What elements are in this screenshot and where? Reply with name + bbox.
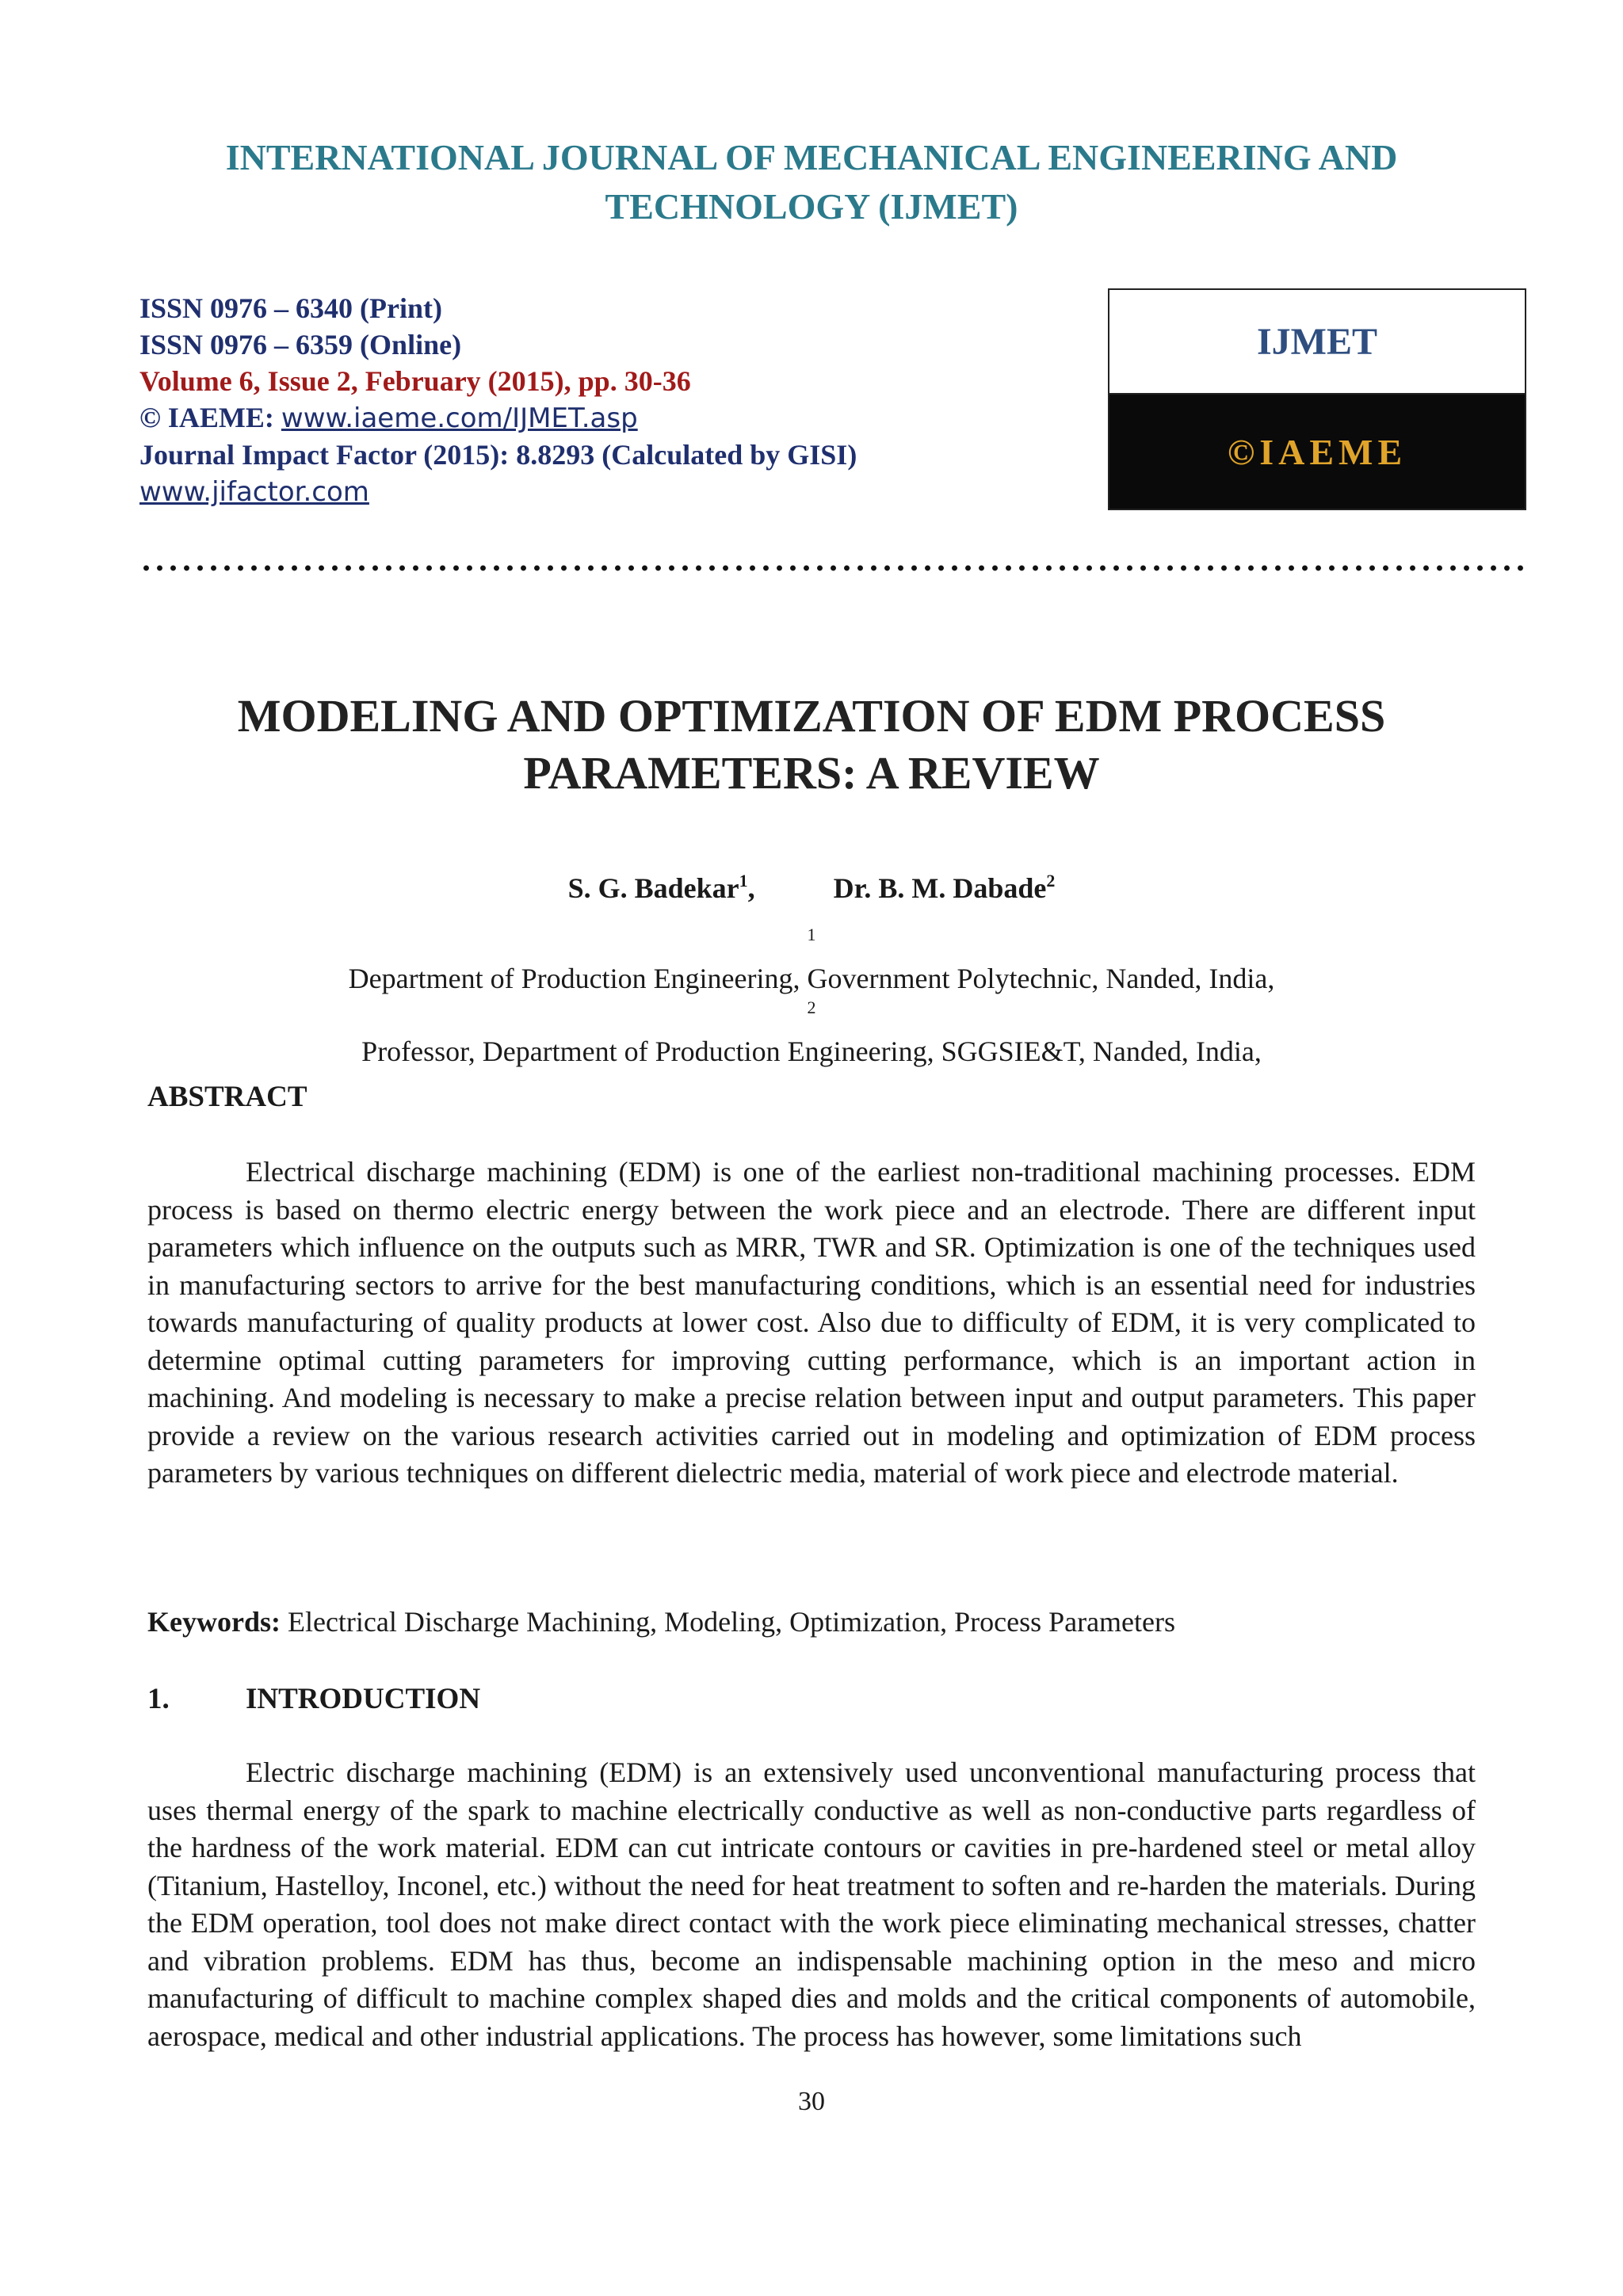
author-1 — [568, 872, 755, 904]
affiliation-1-sup: 1 — [807, 925, 816, 944]
author-2 — [834, 872, 1056, 904]
issn-online: ISSN 0976 – 6359 (Online) — [139, 329, 462, 360]
abstract-text: Electrical discharge machining (EDM) is one of the earliest non-traditional machining processes. EDM process is based on thermo electric energy between the work piece and an electrode. There are different input parameters which influence on the outputs such as MRR, TWR and SR. Optimization is one of the techniques used in manufacturing sectors to arrive for the best manufacturing conditions, which is an essential need for industries towards manufacturing of quality products at lower cost. Also due to difficulty of EDM, it is very complicated to determine optimal cutting parameters for improving cutting performance, which is an important action in machining. And modeling is necessary to make a precise relation between input and output parameters. This paper provide a review on the various research activities carried out in modeling and optimization of EDM process parameters by various techniques on different dielectric media, material of work piece and electrode material. — [147, 1156, 1476, 1489]
iaeme-line — [139, 399, 1090, 437]
affiliation-2-sup: 2 — [807, 997, 816, 1017]
author-1-sup: 1 — [739, 871, 748, 891]
affiliation-1-text: Department of Production Engineering, Government Polytechnic, Nanded, India, — [348, 963, 1275, 994]
page-number: 30 — [798, 2087, 825, 2116]
introduction-body — [147, 1754, 1476, 2055]
issn-block — [139, 290, 1090, 510]
impact-factor-close: ) — [847, 439, 857, 471]
logo-ijmet: IJMET — [1109, 290, 1525, 395]
affiliation-2 — [95, 997, 1528, 1070]
keywords-label: Keywords: — [147, 1606, 281, 1638]
author-2-sup: 2 — [1046, 871, 1056, 891]
author-separator: , — [747, 872, 755, 904]
keywords — [147, 1604, 1175, 1640]
issn-print: ISSN 0976 – 6340 (Print) — [139, 292, 443, 324]
abstract-heading: ABSTRACT — [147, 1081, 307, 1113]
journal-logo — [1108, 288, 1526, 510]
iaeme-label: © IAEME: — [139, 402, 281, 433]
volume-info: Volume 6, Issue 2, February (2015), pp. 30-36 — [139, 365, 691, 397]
affiliation-2-text: Professor, Department of Production Engineering, SGGSIE&T, Nanded, India, — [361, 1035, 1262, 1067]
introduction-text: Electric discharge machining (EDM) is an extensively used unconventional manufacturing process that uses thermal energy of the spark to machine electrically conductive as well as non-conductive parts regardless of the hardness of the work material. EDM can cut intricate contours or cavities in pre-hardened steel or metal alloy (Titanium, Hastelloy, Inconel, etc.) without the need for heat treatment to soften and re-harden the materials. During the EDM operation, tool does not make direct contact with the work piece eliminating mechanical stresses, chatter and vibration problems. EDM has thus, become an indispensable machining option in the meso and micro manufacturing of difficult to machine complex shaped dies and molds and the critical components of automobile, aerospace, medical and other industrial applications. The process has however, some limitations such — [147, 1756, 1476, 2052]
journal-title-line2: TECHNOLOGY (IJMET) — [605, 186, 1018, 227]
jifactor-line — [139, 473, 1090, 510]
authors — [95, 870, 1528, 906]
paper-title-line1: MODELING AND OPTIMIZATION OF EDM PROCESS — [237, 690, 1386, 742]
jifactor-link[interactable]: www.jifactor.com — [139, 476, 369, 508]
keywords-text: Electrical Discharge Machining, Modeling, Optimization, Process Parameters — [280, 1606, 1176, 1638]
journal-title-line1: INTERNATIONAL JOURNAL OF MECHANICAL ENGINEERING AND — [225, 137, 1398, 177]
paper-title-line2: PARAMETERS: A REVIEW — [523, 747, 1100, 799]
abstract-body — [147, 1154, 1476, 1493]
author-1-name: S. G. Badekar — [567, 872, 739, 904]
logo-iaeme: ©IAEME — [1109, 395, 1525, 509]
iaeme-link[interactable]: www.iaeme.com/IJMET.asp — [281, 402, 638, 434]
affiliation-1 — [95, 924, 1528, 997]
paper-title — [95, 688, 1528, 802]
impact-factor — [139, 437, 1090, 473]
journal-title — [95, 133, 1528, 231]
dotted-divider — [139, 563, 1523, 574]
introduction-heading: INTRODUCTION — [246, 1683, 481, 1715]
affiliations — [95, 924, 1528, 1070]
author-2-name: Dr. B. M. Dabade — [833, 872, 1047, 904]
impact-factor-text: Journal Impact Factor (2015): 8.8293 (Calculated by GISI — [139, 439, 848, 471]
section-number: 1. — [147, 1683, 170, 1715]
